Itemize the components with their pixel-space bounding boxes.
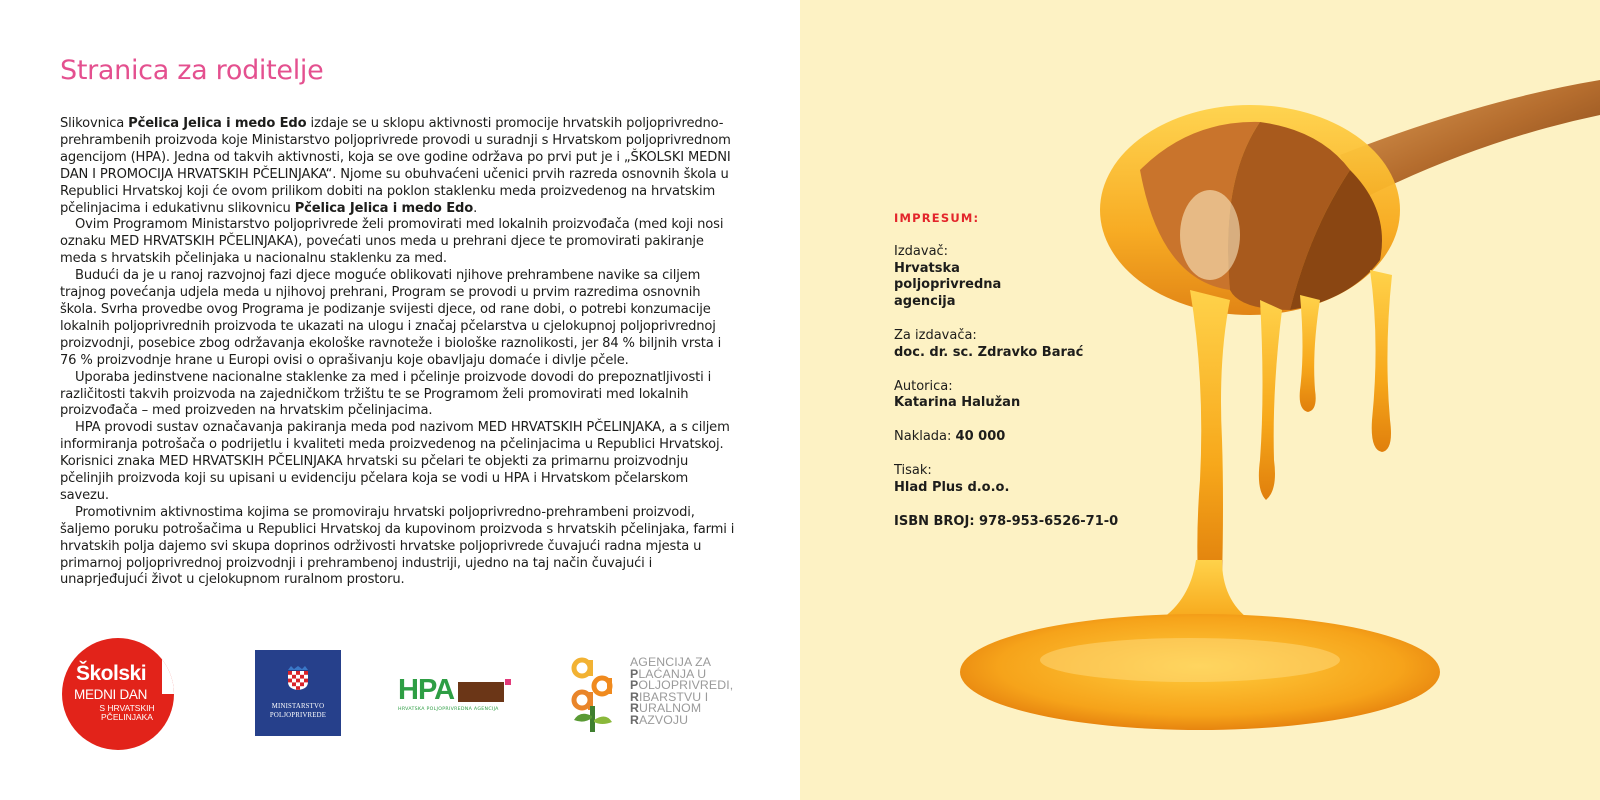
page-title: Stranica za roditelje: [60, 55, 324, 86]
tisak-block: [894, 463, 1154, 497]
naklada-label: Naklada:: [894, 429, 956, 445]
ministarstvo-line-1: MINISTARSTVO: [271, 703, 325, 710]
apprrr-line-2-initial: P: [630, 666, 639, 681]
izdavac-line-2: poljoprivredna: [894, 277, 1002, 293]
apprrr-line-5-initial: R: [630, 701, 639, 715]
apprrr-line-3-rest: OLJOPRIVREDI,: [638, 678, 734, 692]
skolski-logo-line-3: S HRVATSKIH: [99, 703, 155, 713]
tisak-label: Tisak:: [894, 462, 932, 478]
za-izdavaca-block: [894, 328, 1154, 362]
skolski-logo-line-4: PČELINJAKA: [101, 712, 153, 722]
hpa-pink-dot: [505, 679, 511, 685]
izdavac-line-1: Hrvatska: [894, 260, 960, 276]
paragraph-1-part-e: .: [473, 200, 478, 216]
hpa-wordmark: HPA: [398, 674, 455, 706]
apprrr-letters-mark-icon: [568, 656, 618, 734]
paragraph-3: Budući da je u ranoj razvojnoj fazi djece moguće oblikovati njihove prehrambene navike sa ciljem trajnog povećanja udjela meda u njihovoj prehrani, Program se provodi u prvim razredima osnovnih škola. Svrha provedbe ovog Programa je podizanje svijesti djece, od rane dobi, o potrebi konzumacije lokalnih poljoprivrednih proizvoda te ukazati na ulogu i značaj pčelarstva u cjelokupnoj poljoprivrednoj proizvodnji, posebice zbog održavanja ekološke ravnoteže i biološke raznolikosti, jer 84 % biljnih vrsta i 76 % proizvodnje hrane u Europi ovisi o oprašivanju koje obavljaju domaće i divlje pčele.: [60, 268, 722, 368]
izdavac-line-3: agencija: [894, 294, 956, 310]
hpa-logo: [398, 676, 512, 716]
apprrr-line-6-rest: AZVOJU: [638, 712, 689, 727]
skolski-logo-small-text: [97, 704, 157, 722]
za-izdavaca-label: Za izdavača:: [894, 327, 977, 343]
autorica-value: Katarina Halužan: [894, 395, 1021, 411]
book-title-bold: Pčelica Jelica i medo Edo: [128, 116, 307, 131]
croatian-coat-of-arms-icon: [287, 665, 309, 691]
tisak-value: Hlad Plus d.o.o.: [894, 479, 1010, 495]
ministarstvo-line-2: POLJOPRIVREDE: [269, 712, 327, 719]
autorica-block: [894, 379, 1154, 413]
paragraph-1-part-a: Slikovnica: [60, 116, 129, 131]
naklada-value: 40 000: [955, 429, 1006, 445]
hpa-subtitle: HRVATSKA POLJOPRIVREDNA AGENCIJA: [398, 707, 499, 712]
autorica-label: Autorica:: [894, 378, 953, 394]
apprrr-line-6: [630, 712, 733, 727]
paragraph-5: HPA provodi sustav označavanja pakiranja meda pod nazivom MED HRVATSKIH PČELINJAKA, a s ciljem informiranja potrošača o podrijetlu i kvaliteti meda proizvedenog na pčelinjacima u Republici Hrvatskoj. Korisnici znaka MED HRVATSKIH PČELINJAKA hrvatski su pčelari te objekti za primarnu proizvodnju pčelinjih proizvoda koji su upisani u evidenciju pčelara koja se vodi u HPA i Hrvatskom pčelarskom savezu.: [60, 420, 730, 503]
ministarstvo-poljoprivrede-logo: [255, 650, 341, 736]
apprrr-line-4-rest: IBARSTVU I: [638, 689, 709, 704]
za-izdavaca-value: doc. dr. sc. Zdravko Barać: [894, 344, 1084, 360]
logo-strip: [0, 620, 800, 760]
apprrr-line-6-initial: R: [630, 712, 639, 727]
hpa-brown-bar: [458, 682, 504, 702]
isbn: ISBN BROJ: 978-953-6526-71-0: [894, 513, 1119, 529]
skolski-logo-line-2: MEDNI DAN: [74, 687, 148, 702]
apprrr-line-2-rest: LAĆANJA U: [638, 666, 707, 681]
naklada-block: [894, 429, 1154, 446]
izdavac-block: [894, 244, 1154, 311]
paragraph-1: [60, 116, 740, 217]
apprrr-logo: [568, 656, 738, 736]
paragraph-4: Uporaba jedinstvene nacionalne staklenke za med i pčelinje proizvode dovodi do prepoznatljivosti i različitosti takvih proizvoda na zajedničkom tržištu te se Programom želi promovirati med lokalnih proizvođača – med proizveden na hrvatskim pčelinjacima.: [60, 369, 712, 419]
apprrr-name-text: [630, 657, 733, 726]
apprrr-line-5-rest: URALNOM: [638, 701, 702, 715]
book-title-bold-2: Pčelica Jelica i medo Edo: [294, 200, 474, 216]
izdavac-label: Izdavač:: [894, 243, 949, 259]
apprrr-line-3-initial: P: [630, 678, 639, 692]
impresum-block: [894, 210, 1154, 530]
body-text: [60, 116, 740, 589]
skolski-medni-dan-logo: [62, 638, 174, 750]
apprrr-line-4-initial: R: [630, 689, 639, 704]
logo-cutout: [162, 652, 174, 694]
skolski-logo-line-1: Školski: [76, 662, 147, 685]
paragraph-2: Ovim Programom Ministarstvo poljoprivrede želi promovirati med lokalnih proizvođača (med koji nosi oznaku MED HRVATSKIH PČELINJAKA), povećati unos meda u prehrani djece te promovirati pakiranje meda s hrvatskih pčelinjaka u nacionalnu staklenku za med.: [60, 217, 724, 267]
apprrr-line-1-rest: AGENCIJA ZA: [630, 655, 712, 669]
paragraph-6: Promotivnim aktivnostima kojima se promoviraju hrvatski poljoprivredno-prehrambeni proizvodi, šaljemo poruku potrošačima u Republici Hrvatskoj da kupovinom proizvoda s hrvatskih pčelinjaka, farmi i hrvatskih polja dajemo svi skupa doprinos održivosti hrvatske poljoprivrede čuvajući radna mjesta u primarnoj poljoprivrednoj proizvodnji i prehrambenoj industriji, ujedno na taj način čuvajući i unaprjeđujući život u cjelokupnom ruralnom prostoru.: [60, 504, 735, 588]
ministarstvo-logo-text: [255, 702, 341, 720]
impresum-heading: IMPRESUM:: [894, 211, 980, 225]
paragraph-1-part-c: izdaje se u sklopu aktivnosti promocije hrvatskih poljoprivredno-prehrambenih proizvoda koje Ministarstvo poljoprivrede provodi u suradnji s Hrvatskom poljoprivrednom agencijom (HPA). Jedna od takvih aktivnosti, koja se ove godine održava po prvi put je i „ŠKOLSKI MEDNI DAN I PROMOCIJA HRVATSKIH PČELINJAKA“. Njome su obuhvaćeni učenici prvih razreda osnovnih škola u Republici Hrvatskoj koji će ovom prilikom dobiti na poklon staklenku meda proizvedenog na hrvatskim pčelinjacima i edukativnu slikovnicu: [60, 116, 731, 216]
